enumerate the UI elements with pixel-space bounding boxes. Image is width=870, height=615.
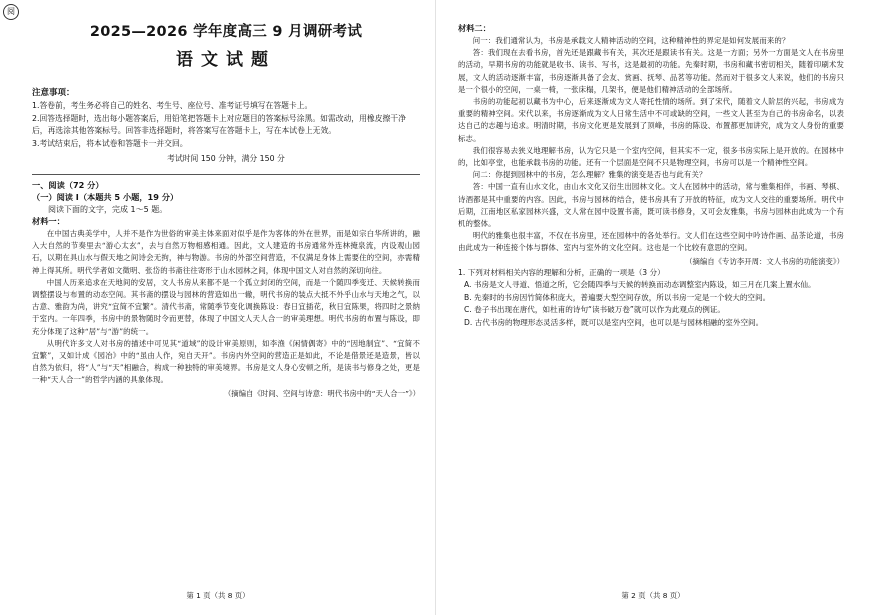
interview-answer: 明代的雅集也很丰富，不仅在书房里，还在园林中的各处举行。文人们在这些空间中吟诗作画、品茶论道，书房由此成为一种连接个体与群体、室内与室外的文化空间。这也是一个比较有意思的空间。 <box>458 231 844 253</box>
interview-answer: 答：中国一直有山水文化，由山水文化又衍生出园林文化。文人在园林中的活动，常与雅集相伴，书画、琴棋、诗酒都是其中重要的内容。因此，书房与园林的结合，使书房具有了开放的特征，成为文人交往的重要场所。明代中后期，江南地区私家园林兴盛，文人常在园中设置书斋，既可读书修身，又可会友雅集，书房与园林由此成为一个有机的整体。 <box>458 182 844 229</box>
material-label: 材料二： <box>458 23 491 33</box>
answer-option-c: C. 卷子书出现在唐代，如杜甫的诗句“读书破万卷”就可以作为此观点的例证。 <box>464 305 725 315</box>
answer-option-b: B. 先秦时的书房因竹简体积庞大，普遍要大型空间存放，所以书房一定是一个较大的空间。 <box>464 292 771 302</box>
interview-answer: 书房的功能起初以藏书为中心，后来逐渐成为文人寄托性情的场所。到了宋代，随着文人阶层的兴起，书房成为重要的精神空间。宋代以来，书房逐渐成为文人日常生活中不可或缺的空间，一些文人甚至为自己的书房命名，以表达自己的志趣与追求。明清时期，书房文化更是发展到了顶峰，书房的陈设、布置都更加讲究，成为文人身份的重要标志。 <box>458 97 844 143</box>
notice-title: 注意事项： <box>32 88 75 98</box>
reading-instruction: 阅读下面的文字，完成 1～5 题。 <box>48 205 168 214</box>
section-heading: 一、阅读（72 分） <box>32 180 104 190</box>
page-2-content <box>458 22 844 330</box>
exam-time-info: 考试时间 150 分钟，满分 150 分 <box>167 154 285 163</box>
answer-option-d: D. 古代书房的物理形态灵活多样，既可以是室内空间，也可以是与园林相融的室外空间。 <box>464 318 764 328</box>
interview-question: 问一：我们通常认为，书房是承载文人精神活动的空间，这种精神性的界定是如何发展而来的？ <box>472 36 790 45</box>
material-paragraph: 从明代许多文人对书房的描述中可见其“道域”的设计审美原则，如李渔《闲情偶寄》中的“因地制宜”、“宜简不宜繁”，又如计成《园冶》中的“虽由人作，宛自天开”。书房内外空间的营造正是如此，不论是借景还是造景，皆以自然为依归，将“人”与“天”相融合，构成一种独特的审美境界。书房是文人身心安顿之所，是读书与修身之处，更是一种“天人合一”的哲学内涵的具象体现。 <box>32 338 420 385</box>
notice-item: 1.答卷前，考生务必将自己的姓名、考生号、座位号、准考证号填写在答题卡上。 <box>32 101 313 110</box>
page-number: 第 1 页（共 8 页） <box>186 591 250 600</box>
subsection-heading: （一）阅读 I（本题共 5 小题，19 分） <box>32 192 179 202</box>
material-source: （摘编自《专访李开周：文人书房的功能演变》） <box>685 256 844 266</box>
interview-answer: 我们很容易去狭义地理解书房，认为它只是一个室内空间，但其实不一定，很多书房实际上是开放的。在园林中的，比如亭堂，也能承载书房的功能。还有一个层面是空间不只是物理空间，书房可以是一个精神性空间。 <box>458 145 844 168</box>
page-1-content <box>32 20 420 399</box>
subject-title: 语文试题 <box>176 50 276 70</box>
notice-item: 3.考试结束后，将本试卷和答题卡一并交回。 <box>32 138 188 148</box>
section-divider <box>32 174 420 175</box>
notice-item: 2.回答选择题时，选出每小题答案后，用铅笔把答题卡上对应题目的答案标号涂黑。如需改动，用橡皮擦干净后，再选涂其他答案标号。回答非选择题时，将答案写在答题卡上，写在本试卷上无效。 <box>32 113 406 135</box>
material-label: 材料一： <box>32 216 65 226</box>
page-number: 第 2 页（共 8 页） <box>621 591 685 600</box>
exam-title: 2025—2026 学年度高三 9 月调研考试 <box>89 24 363 40</box>
binding-mark: 阅 <box>3 4 19 20</box>
exam-page-2 <box>436 0 870 615</box>
interview-question: 问二：你提到园林中的书房，怎么理解？雅集的演变是否也与此有关？ <box>472 170 707 180</box>
answer-option-a: A. 书房是文人寻道、悟道之所，它会随四季与天候的转换而动态调整室内陈设，如三月在几案上置水仙。 <box>464 280 816 290</box>
material-paragraph: 在中国古典美学中，人并不是作为世俗的审美主体来面对似乎是作为客体的外在世界，而是如宗白华所讲的，融入大自然的节奏里去“游心太玄”，去与自然万物相感相通。因此，文人建造的书房通常外连林掩泉流，内设观山园石，以期在具山水与假天地之间诗会无拘，神与物游。书房的外部空间营造，不仅满足身体上需要住的空间，亦需精神上得其所。明代学者如文徵明、张岱的书斋往往寄形于山水园林之间，体现中国文人对自然的深切向往。 <box>32 229 420 275</box>
material-source: （摘编自《时间、空间与诗意：明代书房中的“天人合一”》） <box>223 388 420 398</box>
question-stem: 1. 下列对材料相关内容的理解和分析，正确的一项是（3 分） <box>458 267 665 277</box>
interview-answer: 答：我们现在去看书房，首先还是跟藏书有关，其次还是跟读书有关。这是一方面；另外一方面是文人在书房里的活动，早期书房的功能就是收书、读书、写书，这是最初的功能。先秦时期，书房和藏书密切相关，随着印刷术发展，文人的活动逐渐丰富，书房逐渐具备了会友、赏画、抚琴、品茗等功能。然而对于很多文人来说，他们的书房只是一个很小的空间，一桌一椅，一张床榻，几架书，便是他们精神活动的全部场所。 <box>458 48 844 94</box>
material-paragraph: 中国人历来追求在天地间的安居，文人书房从来都不是一个孤立封闭的空间，而是一个随四季变迁、天候转换而调整摆设与布置的动态空间。其书斋的摆设与园林的营造如出一辙，明代书房的装点大抵不外乎山水与天地之气，以古意、雅韵为尚，讲究“宜简不宜繁”。清代书斋，常随季节变化调换陈设：春日宜插花，秋日宜陈果，将四时之景纳于室内。一年四季，书房中的景物随时令而更替，体现了中国文人天人合一的审美理想。明代书房的布置与陈设，即充分体现了这种“居”与“游”的统一。 <box>32 277 420 336</box>
